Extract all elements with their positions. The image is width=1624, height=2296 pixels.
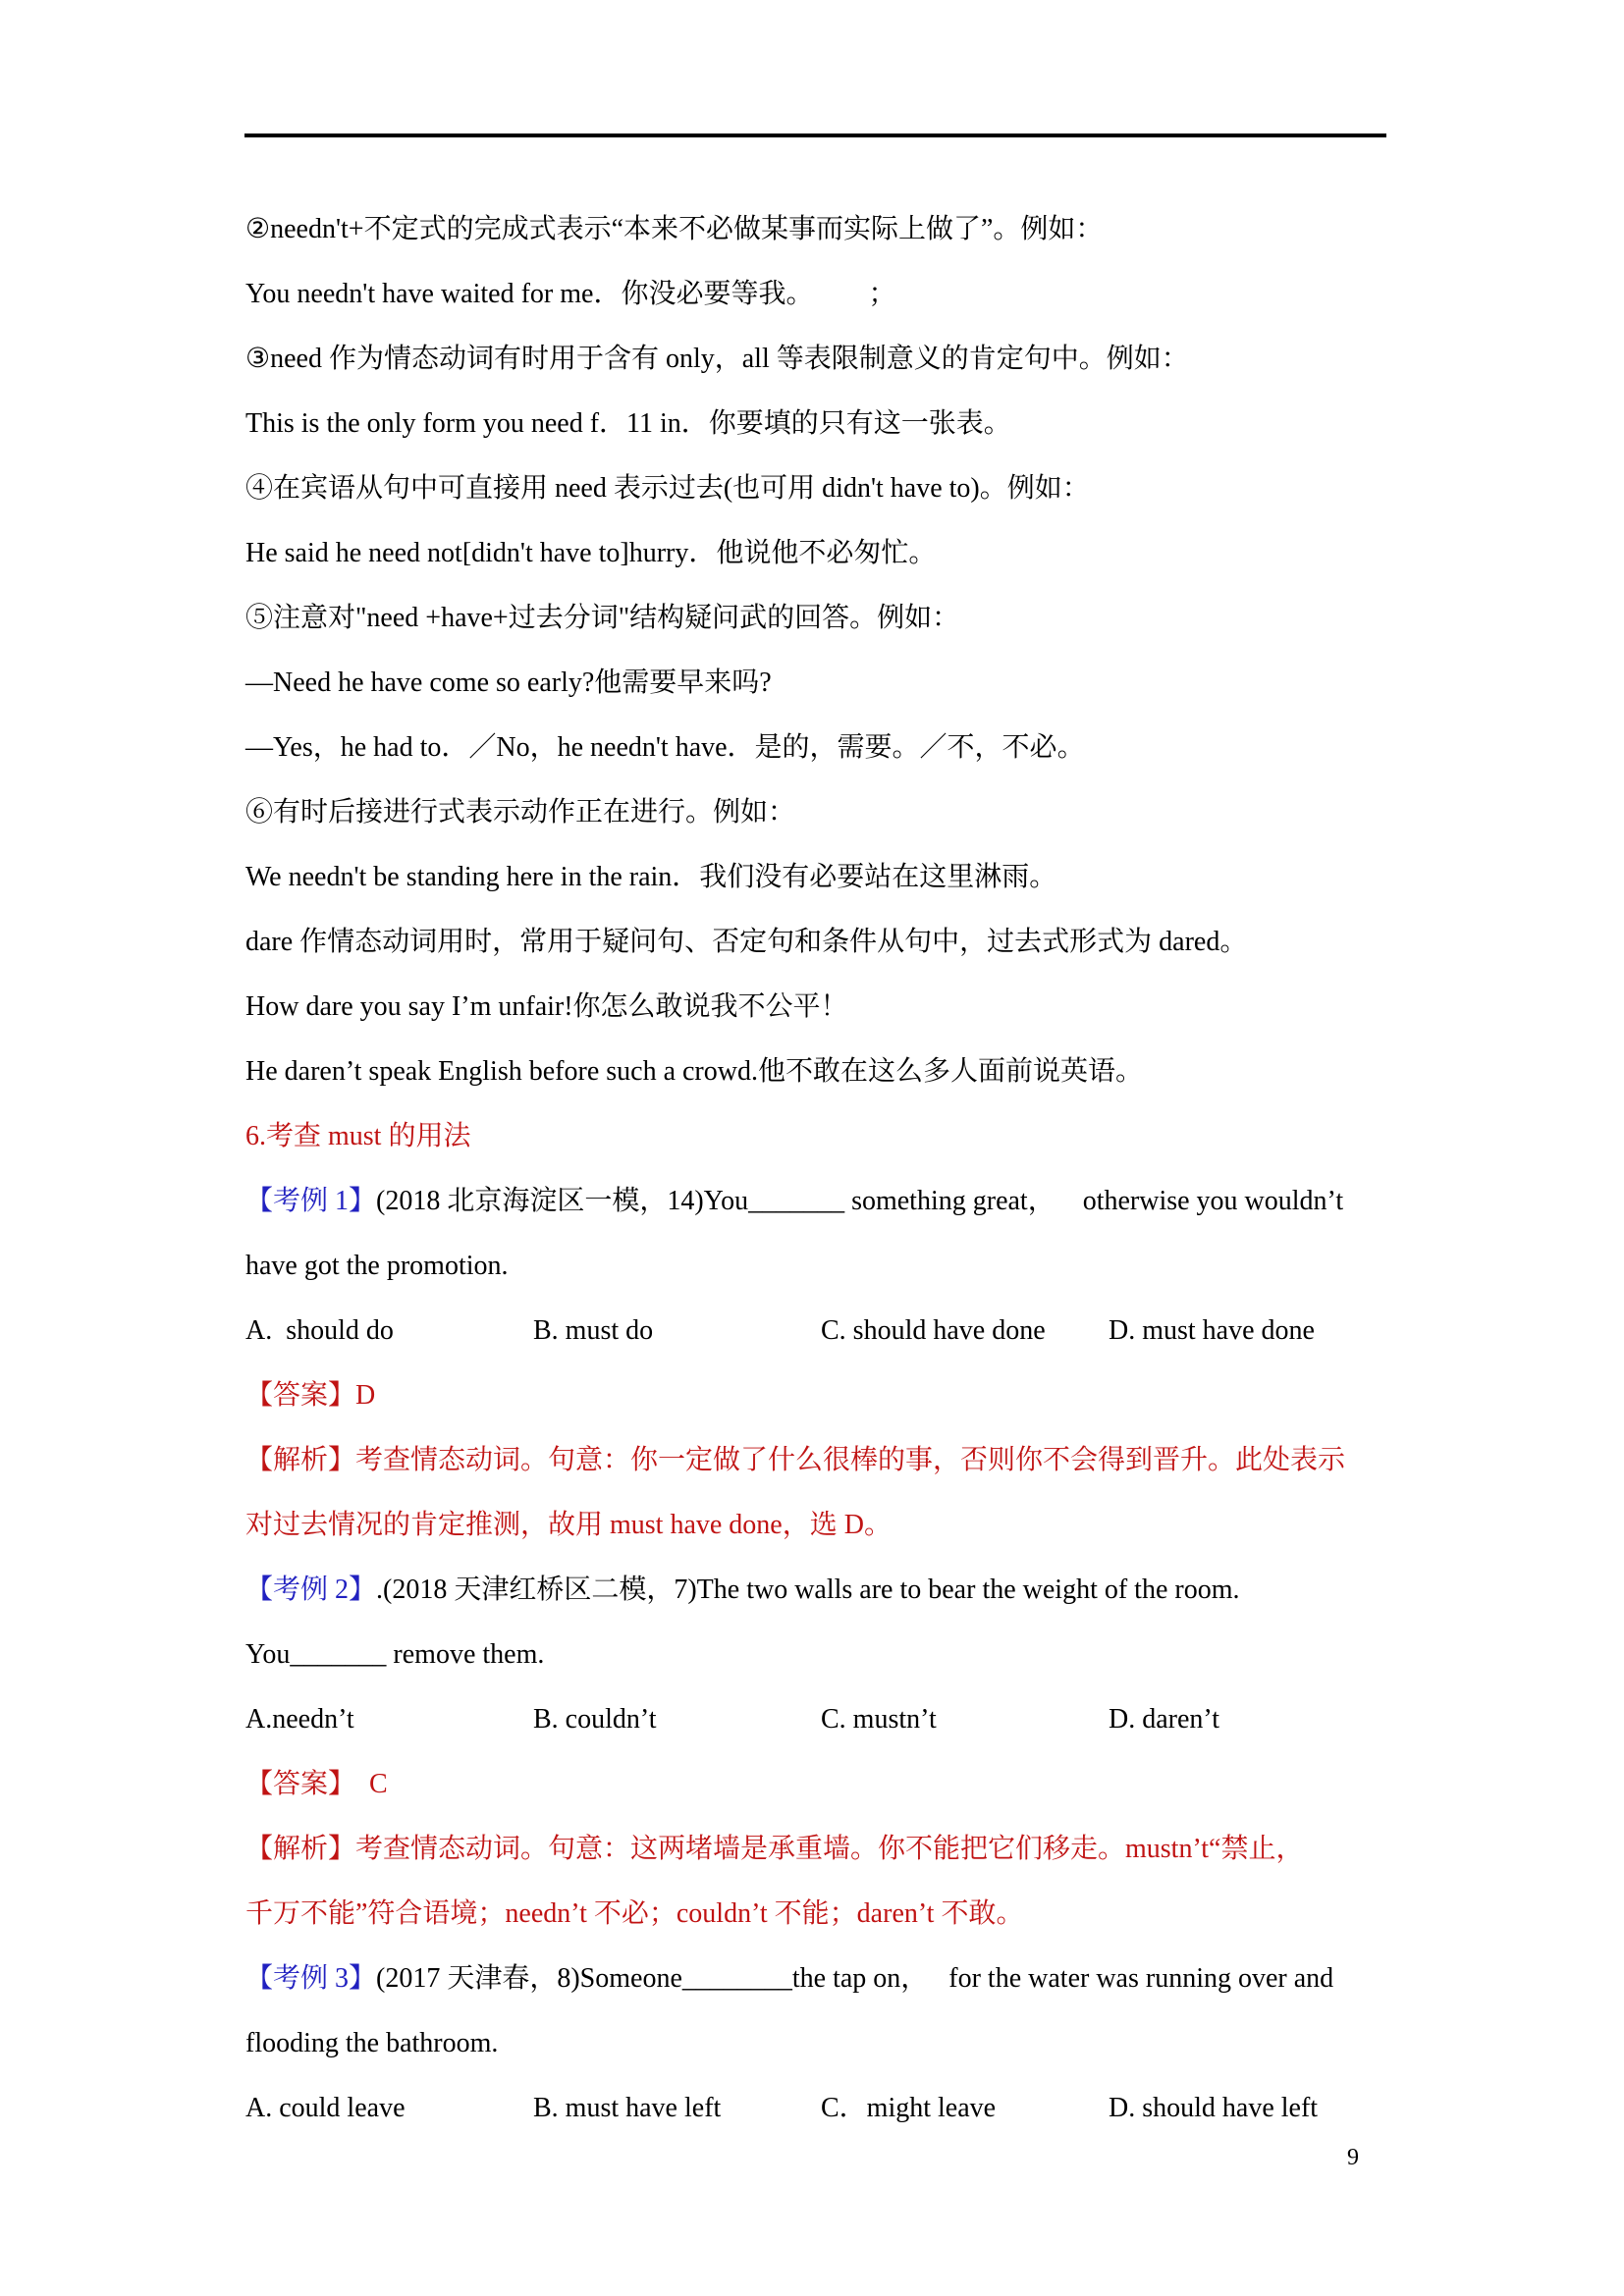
text-segment: 6.考查 must 的用法 <box>245 1121 471 1151</box>
page-number: 9 <box>1347 2145 1359 2170</box>
option-item: D. daren’t <box>1109 1704 1219 1735</box>
text-line <box>245 2011 1399 2076</box>
text-segment: He said he need not[didn't have to]hurry．他说他不必匆忙。 <box>245 538 937 568</box>
text-segment: ③need 作为情态动词有时用于含有 only，all 等表限制意义的肯定句中。例如： <box>245 344 1189 374</box>
text-segment: 【考例 3】 <box>245 1963 377 1994</box>
text-line <box>245 392 1399 456</box>
text-line <box>245 1752 1399 1817</box>
text-segment: 千万不能”符合语境；needn’t 不必；couldn’t 不能；daren’t 不敢。 <box>245 1898 1024 1929</box>
text-segment: ⑤注意对"need +have+过去分词"结构疑问武的回答。例如： <box>245 603 960 633</box>
option-item: A. should do <box>245 1315 394 1346</box>
text-line <box>245 1234 1399 1299</box>
text-line <box>245 845 1399 910</box>
text-line <box>245 197 1399 262</box>
text-segment: 对过去情况的肯定推测，故用 must have done，选 D。 <box>245 1510 892 1540</box>
option-item: A.needn’t <box>245 1704 354 1735</box>
text-line <box>245 1558 1399 1623</box>
text-segment: ⑥有时后接进行式表示动作正在进行。例如： <box>245 797 796 828</box>
text-line <box>245 1623 1399 1687</box>
option-item: C. mustn’t <box>821 1704 937 1735</box>
text-line <box>245 1882 1399 1947</box>
text-segment: You needn't have waited for me．你没必要等我。 ； <box>245 279 896 309</box>
text-segment: (2017 天津春，8)Someone________the tap on， for the water was running over and <box>376 1963 1334 1994</box>
text-line <box>245 1493 1399 1558</box>
option-item: B. must have left <box>533 2093 722 2123</box>
text-line <box>245 521 1399 586</box>
text-segment: 【考例 1】 <box>245 1186 377 1216</box>
options-row <box>245 2076 1399 2141</box>
text-line <box>245 456 1399 521</box>
text-line <box>245 262 1399 327</box>
option-item: D. should have left <box>1109 2093 1319 2123</box>
text-segment: He daren’t speak English before such a crowd.他不敢在这么多人面前说英语。 <box>245 1056 1143 1087</box>
document-body <box>245 197 1399 2141</box>
options-row <box>245 1299 1399 1363</box>
header-rule <box>244 133 1386 137</box>
options-row <box>245 1687 1399 1752</box>
option-item: A. could leave <box>245 2093 406 2123</box>
text-line <box>245 1040 1399 1104</box>
text-line <box>245 910 1399 975</box>
text-segment: have got the promotion. <box>245 1251 509 1281</box>
text-line <box>245 651 1399 716</box>
text-segment: ④在宾语从句中可直接用 need 表示过去(也可用 didn't have to)。例如： <box>245 473 1090 504</box>
text-segment: 【考例 2】 <box>245 1575 377 1605</box>
text-line <box>245 1169 1399 1234</box>
text-segment: dare 作情态动词用时，常用于疑问句、否定句和条件从句中，过去式形式为 dared。 <box>245 927 1248 957</box>
text-segment: 【答案】D <box>245 1380 376 1411</box>
text-segment: You_______ remove them. <box>245 1639 545 1670</box>
text-line <box>245 586 1399 651</box>
text-line <box>245 716 1399 780</box>
text-segment: (2018 北京海淀区一模，14)You_______ something great， otherwise you wouldn’t <box>376 1186 1344 1216</box>
text-line <box>245 1817 1399 1882</box>
text-segment: This is the only form you need f．11 in．你要填的只有这一张表。 <box>245 408 1011 439</box>
option-item: C. should have done <box>821 1315 1046 1346</box>
text-segment: We needn't be standing here in the rain．我们没有必要站在这里淋雨。 <box>245 862 1057 892</box>
option-item: B. couldn’t <box>533 1704 657 1735</box>
text-line <box>245 780 1399 845</box>
text-segment: flooding the bathroom. <box>245 2028 499 2058</box>
option-item: D. must have done <box>1109 1315 1315 1346</box>
text-segment: ②needn't+不定式的完成式表示“本来不必做某事而实际上做了”。例如： <box>245 214 1104 244</box>
text-segment: —Yes，he had to．／No，he needn't have．是的，需要。／不，不必。 <box>245 732 1085 763</box>
option-item: C．might leave <box>821 2093 997 2123</box>
text-line <box>245 975 1399 1040</box>
text-segment: .(2018 天津红桥区二模，7)The two walls are to bear the weight of the room. <box>376 1575 1240 1605</box>
text-segment: —Need he have come so early?他需要早来吗? <box>245 667 772 698</box>
text-line <box>245 1104 1399 1169</box>
text-line <box>245 1428 1399 1493</box>
text-segment: How dare you say I’m unfair!你怎么敢说我不公平！ <box>245 991 848 1022</box>
text-line <box>245 1363 1399 1428</box>
option-item: B. must do <box>533 1315 654 1346</box>
text-segment: 【解析】考查情态动词。句意：你一定做了什么很棒的事，否则你不会得到晋升。此处表示 <box>245 1445 1346 1475</box>
text-segment: 【答案】 C <box>245 1769 388 1799</box>
text-line <box>245 1947 1399 2011</box>
text-segment: 【解析】考查情态动词。句意：这两堵墙是承重墙。你不能把它们移走。mustn’t“禁止， <box>245 1834 1304 1864</box>
text-line <box>245 327 1399 392</box>
